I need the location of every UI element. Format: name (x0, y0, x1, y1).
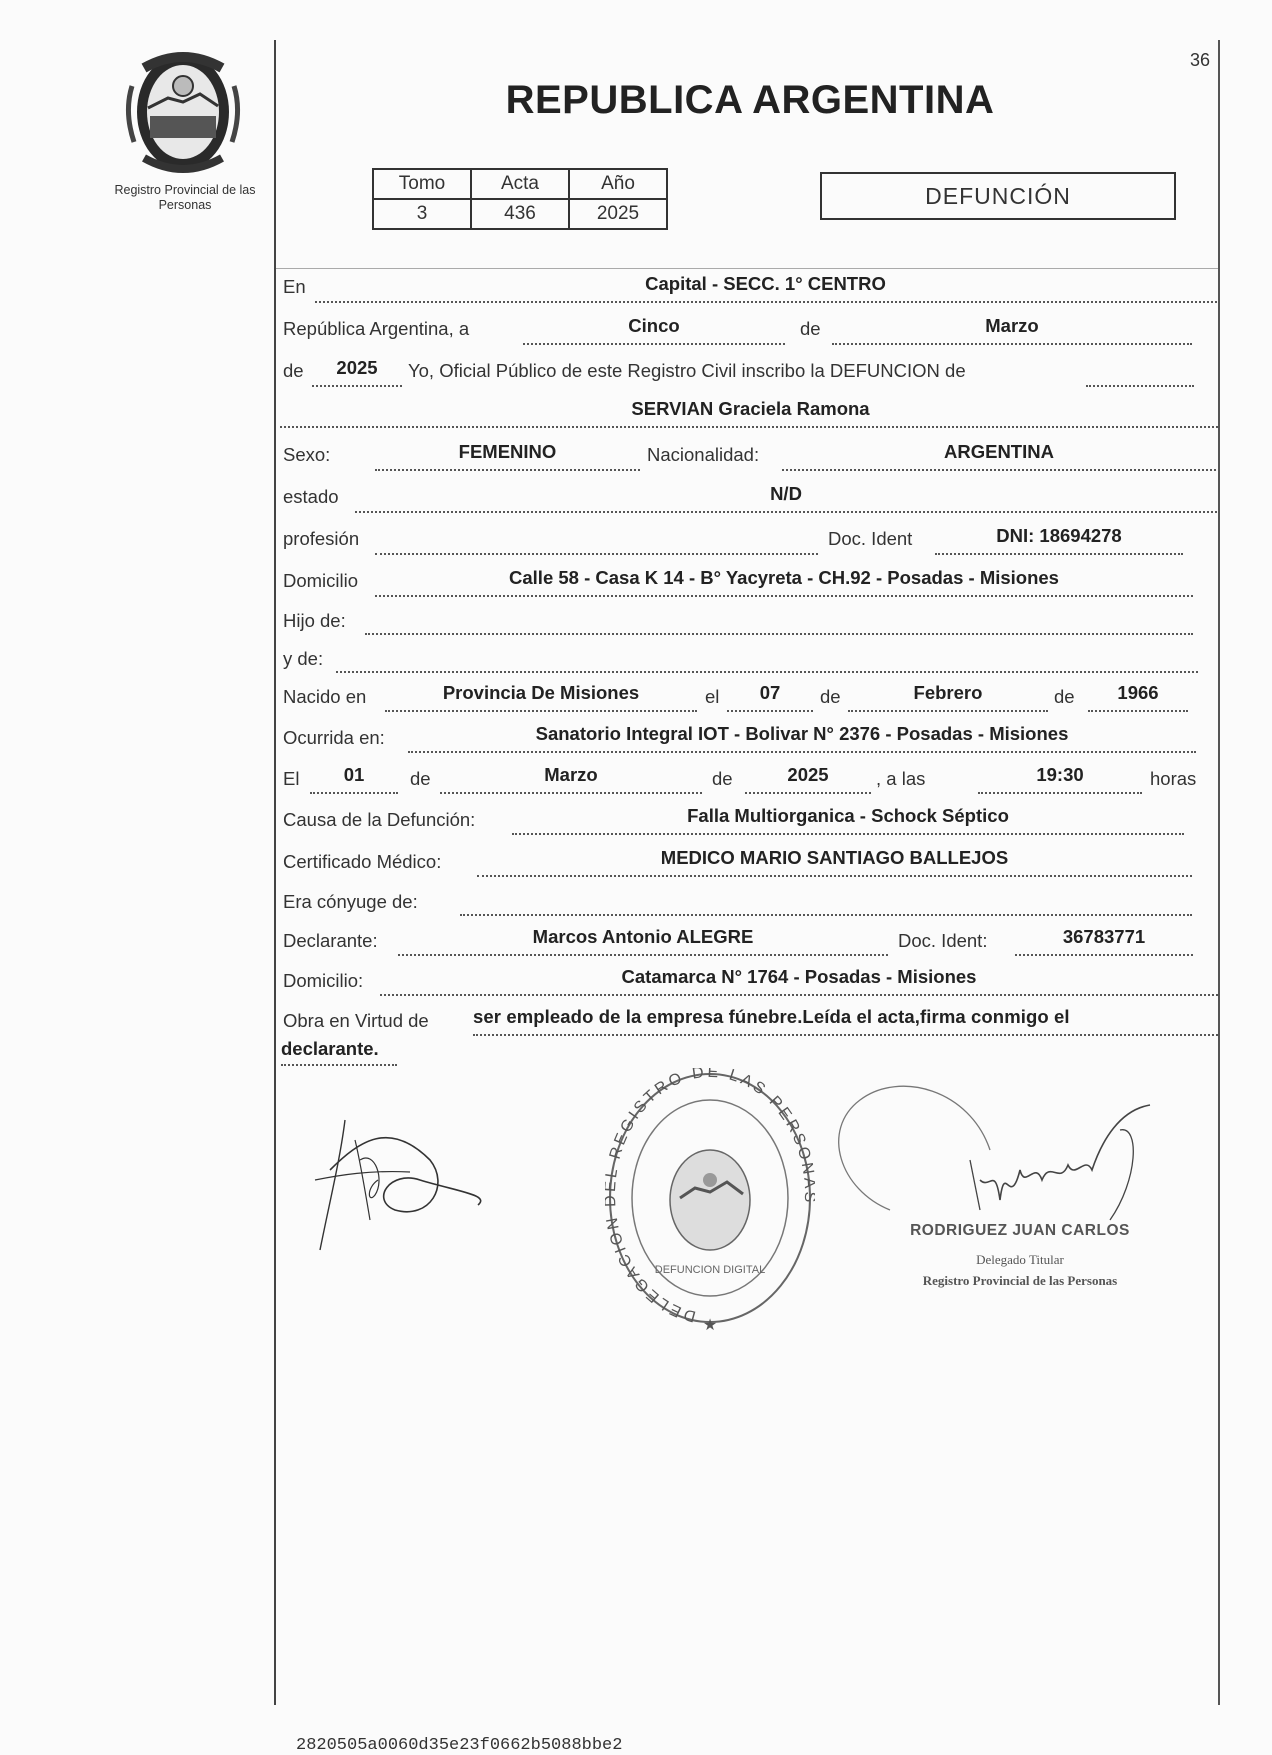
certificado-label: Certificado Médico: (283, 851, 442, 872)
dotted-line (280, 426, 1218, 428)
dotted-line (375, 469, 640, 471)
El-label: El (283, 768, 300, 789)
place-value: Capital - SECC. 1° CENTRO (645, 273, 886, 294)
anio-value: 2025 (569, 199, 667, 229)
dotted-line (281, 1064, 397, 1066)
death-place-value: Sanatorio Integral IOT - Bolivar N° 2376 - Posadas - Misiones (535, 723, 1069, 744)
birth-year-value: 1966 (1117, 682, 1159, 703)
dotted-line (310, 792, 398, 794)
birth-month-value: Febrero (913, 682, 983, 703)
stamp-inner-text: DEFUNCION DIGITAL (654, 1264, 766, 1276)
dotted-line (408, 751, 1196, 753)
right-margin-line (1218, 40, 1220, 1705)
page-number: 36 (1190, 50, 1211, 70)
dotted-line (365, 633, 1193, 635)
decl-doc-value: 36783771 (1062, 926, 1146, 947)
birth-de1-label: de (820, 686, 841, 707)
anio-header: Año (569, 169, 667, 199)
dotted-line (523, 343, 785, 345)
year-value: 2025 (336, 357, 378, 378)
dotted-line (978, 792, 1142, 794)
dotted-line (375, 553, 818, 555)
alas-label: , a las (876, 768, 926, 789)
dotted-line (832, 343, 1192, 345)
declarante-label: Declarante: (283, 930, 378, 951)
left-margin-line (274, 40, 276, 1705)
obra-value-line2: declarante. (281, 1038, 379, 1059)
decl-domicilio-value: Catamarca N° 1764 - Posadas - Misiones (621, 966, 977, 987)
dotted-line (312, 385, 402, 387)
dotted-line (745, 792, 871, 794)
ocurrida-label: Ocurrida en: (283, 727, 385, 748)
sexo-value: FEMENINO (458, 441, 557, 462)
hijo-label: Hijo de: (283, 610, 346, 631)
official-organization: Registro Provincial de las Personas (922, 1273, 1118, 1288)
horas-label: horas (1150, 768, 1197, 789)
birth-de2-label: de (1054, 686, 1075, 707)
tomo-value: 3 (373, 199, 471, 229)
stamp-star-icon: ★ (702, 1317, 718, 1334)
registry-stamp (605, 1068, 815, 1338)
doc-label: Doc. Ident (828, 528, 913, 549)
nacionalidad-label: Nacionalidad: (647, 444, 760, 465)
dotted-line (315, 301, 1217, 303)
dotted-line (1088, 710, 1188, 712)
dotted-line (848, 710, 1048, 712)
stamp-ring-text: DELEGACION REGISTRO DE LAS PERSO (605, 1068, 815, 1325)
doc-value: DNI: 18694278 (996, 525, 1122, 546)
domicilio-label: Domicilio (283, 570, 359, 591)
de2-label: de (283, 360, 304, 381)
nacionalidad-value: ARGENTINA (944, 441, 1054, 462)
de-label: de (800, 318, 821, 339)
obra-label: Obra en Virtud de (283, 1010, 429, 1031)
declarante-value: Marcos Antonio ALEGRE (532, 926, 754, 947)
death-de1-label: de (410, 768, 431, 789)
month-value: Marzo (985, 315, 1039, 336)
dotted-line (1086, 385, 1194, 387)
document-type-box: DEFUNCIÓN (820, 172, 1176, 220)
registry-name: Registro Provincial de las Personas (114, 183, 256, 212)
yde-label: y de: (283, 648, 324, 669)
dotted-line (375, 595, 1193, 597)
death-hour-value: 19:30 (1036, 764, 1084, 785)
form-top-rule (276, 268, 1218, 269)
dotted-line (782, 469, 1216, 471)
causa-value: Falla Multiorganica - Schock Séptico (687, 805, 1009, 826)
conyuge-label: Era cónyuge de: (283, 891, 418, 912)
republica-label: República Argentina, a (283, 318, 470, 339)
estado-value: N/D (770, 483, 802, 504)
acta-value: 436 (471, 199, 569, 229)
nacido-label: Nacido en (283, 686, 367, 707)
birth-place-value: Provincia De Misiones (442, 682, 640, 703)
dotted-line (355, 511, 1217, 513)
official-role: Delegado Titular (976, 1252, 1064, 1267)
official-signature (820, 1070, 1160, 1230)
record-reference-table (372, 168, 668, 230)
obra-value-line1: ser empleado de la empresa fúnebre.Leída el acta,firma conmigo el (473, 1006, 1070, 1027)
decl-doc-label: Doc. Ident: (898, 930, 988, 951)
dotted-line (380, 994, 1218, 996)
day-text-value: Cinco (628, 315, 680, 336)
dotted-line (336, 671, 1198, 673)
dotted-line (935, 553, 1183, 555)
en-label: En (283, 276, 306, 297)
death-year-value: 2025 (787, 764, 829, 785)
dotted-line (473, 1034, 1218, 1036)
estado-label: estado (283, 486, 339, 507)
dotted-line (512, 833, 1184, 835)
decl-domicilio-label: Domicilio: (283, 970, 364, 991)
dotted-line (440, 792, 702, 794)
document-hash: 2820505a0060d35e23f0662b5088bbe2 (296, 1736, 623, 1755)
dotted-line (477, 875, 1192, 877)
death-day-value: 01 (343, 764, 365, 785)
death-month-value: Marzo (544, 764, 598, 785)
declarant-signature (300, 1100, 500, 1260)
official-name: RODRIGUEZ JUAN CARLOS (910, 1222, 1130, 1239)
sexo-label: Sexo: (283, 444, 331, 465)
deceased-name: SERVIAN Graciela Ramona (631, 398, 870, 419)
document-title: REPUBLICA ARGENTINA (505, 78, 995, 122)
dotted-line (460, 914, 1192, 916)
dotted-line (727, 710, 813, 712)
tomo-header: Tomo (373, 169, 471, 199)
profesion-label: profesión (283, 528, 360, 549)
inscribo-text: Yo, Oficial Público de este Registro Civil inscribo la DEFUNCION de (408, 360, 966, 381)
death-de2-label: de (712, 768, 733, 789)
domicilio-value: Calle 58 - Casa K 14 - B° Yacyreta - CH.92 - Posadas - Misiones (509, 567, 1059, 588)
dotted-line (385, 710, 697, 712)
dotted-line (1015, 954, 1193, 956)
acta-header: Acta (471, 169, 569, 199)
dotted-line (398, 954, 888, 956)
province-seal-logo (118, 46, 248, 176)
certificado-value: MEDICO MARIO SANTIAGO BALLEJOS (660, 847, 1009, 868)
causa-label: Causa de la Defunción: (283, 809, 476, 830)
birth-day-value: 07 (759, 682, 781, 703)
el-label: el (705, 686, 720, 707)
